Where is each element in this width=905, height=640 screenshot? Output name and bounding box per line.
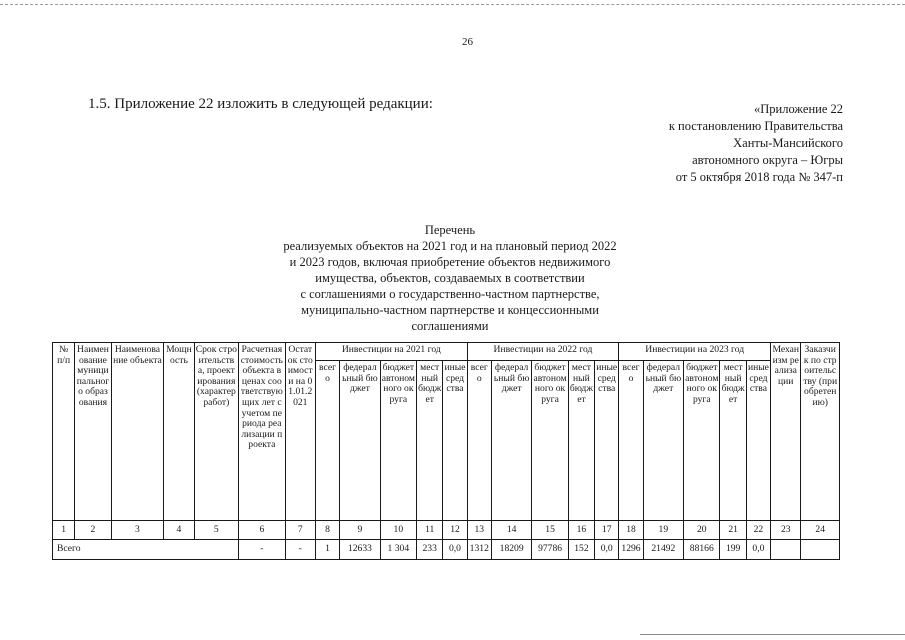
sub-header-local: местный бюджет — [568, 361, 594, 521]
column-number: 19 — [643, 521, 683, 540]
column-number: 3 — [111, 521, 164, 540]
column-number: 11 — [417, 521, 443, 540]
total-label: Всего — [53, 540, 239, 560]
title-line: и 2023 годов, включая приобретение объектов недвижимого — [289, 255, 611, 269]
col-header-cost: Расчетная стоимость объекта в ценах соответствующих лет с учетом периода реализации проекта — [239, 343, 286, 521]
appendix-line: к постановлению Правительства — [668, 119, 843, 133]
sub-header-federal: федеральный бюджет — [491, 361, 531, 521]
total-2022-total: 1312 — [467, 540, 491, 560]
column-numbers-row — [53, 521, 840, 540]
col-group-invest-2022: Инвестиции на 2022 год — [467, 343, 619, 361]
section-heading: 1.5. Приложение 22 изложить в следующей редакции: — [88, 96, 433, 112]
scan-edge-bottom — [640, 634, 905, 635]
sub-header-other: иные средства — [443, 361, 467, 521]
column-number: 9 — [340, 521, 380, 540]
sub-header-local: местный бюджет — [417, 361, 443, 521]
column-number: 13 — [467, 521, 491, 540]
total-2023-local: 199 — [720, 540, 746, 560]
col-header-object: Наименование объекта — [111, 343, 164, 521]
column-number: 20 — [684, 521, 720, 540]
total-balance: - — [285, 540, 315, 560]
title-line: муниципально-частном партнерстве и концессионными — [301, 303, 599, 317]
appendix-line: Ханты-Мансийского — [733, 136, 843, 150]
column-number: 21 — [720, 521, 746, 540]
column-number: 15 — [532, 521, 568, 540]
total-cost: - — [239, 540, 286, 560]
col-header-customer: Заказчик по строительству (приобретению) — [801, 343, 840, 521]
total-2023-regional: 88166 — [684, 540, 720, 560]
total-2022-other: 0,0 — [595, 540, 619, 560]
sub-header-regional: бюджет автономного округа — [380, 361, 416, 521]
total-2021-other: 0,0 — [443, 540, 467, 560]
total-2022-regional: 97786 — [532, 540, 568, 560]
column-number: 16 — [568, 521, 594, 540]
sub-header-federal: федеральный бюджет — [643, 361, 683, 521]
total-2023-federal: 21492 — [643, 540, 683, 560]
total-2022-local: 152 — [568, 540, 594, 560]
total-2021-federal: 12633 — [340, 540, 380, 560]
col-header-num: № п/п — [53, 343, 75, 521]
column-number: 12 — [443, 521, 467, 540]
col-header-term: Срок строительства, проектирования (характер работ) — [194, 343, 239, 521]
appendix-reference — [583, 101, 843, 186]
column-number: 17 — [595, 521, 619, 540]
column-number: 5 — [194, 521, 239, 540]
total-2023-total: 1296 — [619, 540, 643, 560]
scan-edge-top — [0, 4, 905, 5]
total-2022-federal: 18209 — [491, 540, 531, 560]
total-mechanism — [771, 540, 801, 560]
sub-header-total: всего — [619, 361, 643, 521]
title-line: Перечень — [424, 223, 476, 237]
total-2021-local: 233 — [417, 540, 443, 560]
total-2021-regional: 1 304 — [380, 540, 416, 560]
title-line: соглашениями — [411, 319, 489, 333]
sub-header-total: всего — [315, 361, 339, 521]
sub-header-other: иные средства — [595, 361, 619, 521]
column-number: 2 — [75, 521, 111, 540]
sub-header-federal: федеральный бюджет — [340, 361, 380, 521]
column-number: 7 — [285, 521, 315, 540]
page-number: 26 — [462, 36, 473, 48]
total-2021-total: 1 — [315, 540, 339, 560]
appendix-line: «Приложение 22 — [754, 102, 843, 116]
column-number: 22 — [746, 521, 770, 540]
sub-header-regional: бюджет автономного округа — [684, 361, 720, 521]
col-header-capacity: Мощность — [164, 343, 194, 521]
column-number: 24 — [801, 521, 840, 540]
header-row-groups — [53, 343, 840, 361]
sub-header-total: всего — [467, 361, 491, 521]
title-line: имущества, объектов, создаваемых в соответствии — [315, 271, 585, 285]
column-number: 1 — [53, 521, 75, 540]
column-number: 18 — [619, 521, 643, 540]
total-customer — [801, 540, 840, 560]
col-group-invest-2023: Инвестиции на 2023 год — [619, 343, 771, 361]
column-number: 10 — [380, 521, 416, 540]
sub-header-regional: бюджет автономного округа — [532, 361, 568, 521]
sub-header-local: местный бюджет — [720, 361, 746, 521]
column-number: 4 — [164, 521, 194, 540]
col-header-municipality: Наименование муниципального образования — [75, 343, 111, 521]
col-group-invest-2021: Инвестиции на 2021 год — [315, 343, 467, 361]
sub-header-other: иные средства — [746, 361, 770, 521]
total-2023-other: 0,0 — [746, 540, 770, 560]
column-number: 6 — [239, 521, 286, 540]
column-number: 14 — [491, 521, 531, 540]
column-number: 23 — [771, 521, 801, 540]
appendix-line: автономного округа – Югры — [692, 153, 843, 167]
col-header-mechanism: Механизм реализации — [771, 343, 801, 521]
col-header-balance: Остаток стоимости на 01.01.2021 — [285, 343, 315, 521]
objects-table — [52, 342, 840, 560]
column-number: 8 — [315, 521, 339, 540]
total-row — [53, 540, 840, 560]
title-line: с соглашениями о государственно-частном партнерстве, — [300, 287, 600, 301]
title-line: реализуемых объектов на 2021 год и на плановый период 2022 — [283, 239, 617, 253]
document-title — [250, 222, 650, 334]
appendix-line: от 5 октября 2018 года № 347-п — [675, 170, 843, 184]
